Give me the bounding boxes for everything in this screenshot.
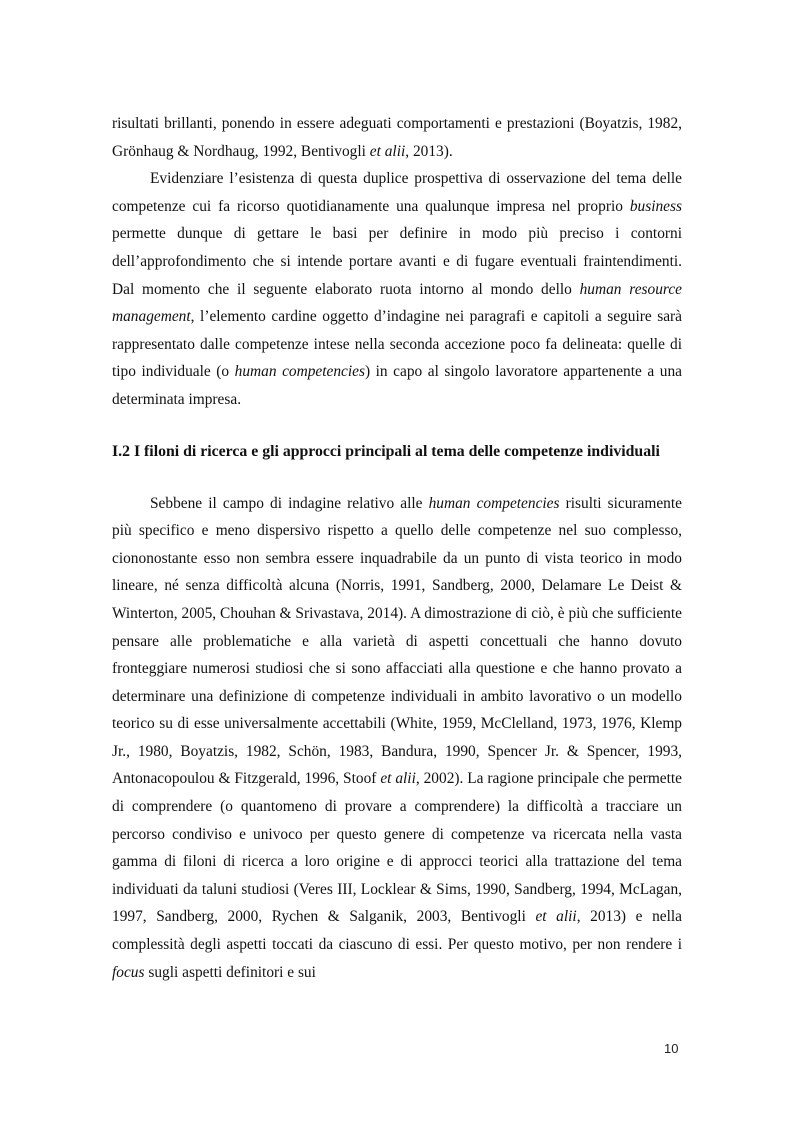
italic-term: et alii bbox=[369, 142, 406, 160]
text-run: Sebbene il campo di indagine relativo alle bbox=[150, 494, 429, 512]
italic-term: et alii bbox=[535, 908, 577, 926]
text-run: ) in capo al singolo lavoratore appartenente a una determinata impresa. bbox=[112, 363, 682, 408]
text-run: , 2013) e nella complessità degli aspetti toccati da ciascuno di essi. Per questo motivo, per non rendere i bbox=[112, 908, 682, 954]
document-page bbox=[112, 110, 682, 986]
italic-term: focus bbox=[112, 963, 145, 981]
text-run: , 2002). La ragione principale che permette di comprendere (o quantomeno di provare a comprendere) la difficoltà a tracciare un percorso condiviso e univoco per questo genere di competenze va ricercata nella vasta gamma di filoni di ricerca a loro origine e di approcci teorici alla trattazione del tema individuati da taluni studiosi (Veres III, Locklear & Sims, 1990, Sandberg, 1994, McLagan, 1997, Sandberg, 2000, Rychen & Salganik, 2003, Bentivogli bbox=[112, 770, 682, 926]
text-run: , l’elemento cardine oggetto d’indagine nei paragrafi e capitoli a seguire sarà rappresentato dalle competenze intese nella seconda accezione poco fa delineata: quelle di tipo individuale (o bbox=[112, 308, 682, 381]
text-run: Evidenziare l’esistenza di questa duplice prospettiva di osservazione del tema delle competenze cui fa ricorso quotidianamente una qualunque impresa nel proprio bbox=[112, 170, 682, 215]
italic-term: et alii bbox=[380, 770, 416, 788]
paragraph-dual-perspective bbox=[112, 165, 682, 413]
text-run: sugli aspetti definitori e sui bbox=[144, 963, 316, 981]
text-run: risultati brillanti, ponendo in essere adeguati comportamenti e prestazioni (Boyatzis, 1982, Grönhaug & Nordhaug, 1992, Bentivogli bbox=[112, 115, 682, 160]
italic-term: business bbox=[629, 197, 682, 215]
paragraph-continuation bbox=[112, 110, 682, 165]
section-heading: I.2 I filoni di ricerca e gli approcci principali al tema delle competenze individuali bbox=[112, 442, 660, 460]
paragraph-human-competencies bbox=[112, 490, 682, 987]
italic-term: human competencies bbox=[428, 494, 560, 512]
text-run: , 2013). bbox=[405, 142, 453, 160]
page-number: 10 bbox=[664, 1041, 679, 1056]
italic-term: human competencies bbox=[234, 363, 365, 381]
text-run: permette dunque di gettare le basi per definire in modo più preciso i contorni dell’approfondimento che si intende portare avanti e di fugare eventuali fraintendimenti. Dal momento che il seguente elaborato ruota intorno al mondo dello bbox=[112, 225, 682, 298]
italic-term: human resource management bbox=[112, 280, 682, 326]
text-run: risulti sicuramente più specifico e meno dispersivo rispetto a quello delle competenze nel suo complesso, ciononostante esso non sembra essere inquadrabile da un punto di vista teorico in modo lineare, né senza difficoltà alcuna (Norris, 1991, Sandberg, 2000, Delamare Le Deist & Winterton, 2005, Chouhan & Srivastava, 2014). A dimostrazione di ciò, è più che sufficiente pensare alle problematiche e alla varietà di aspetti concettuali che hanno dovuto fronteggiare numerosi studiosi che si sono affacciati alla questione e che hanno provato a determinare una definizione di competenze individuali in ambito lavorativo o un modello teorico su di esse universalmente accettabili (White, 1959, McClelland, 1973, 1976, Klemp Jr., 1980, Boyatzis, 1982, Schön, 1983, Bandura, 1990, Spencer Jr. & Spencer, 1993, Antonacopoulou & Fitzgerald, 1996, Stoof bbox=[112, 494, 682, 788]
